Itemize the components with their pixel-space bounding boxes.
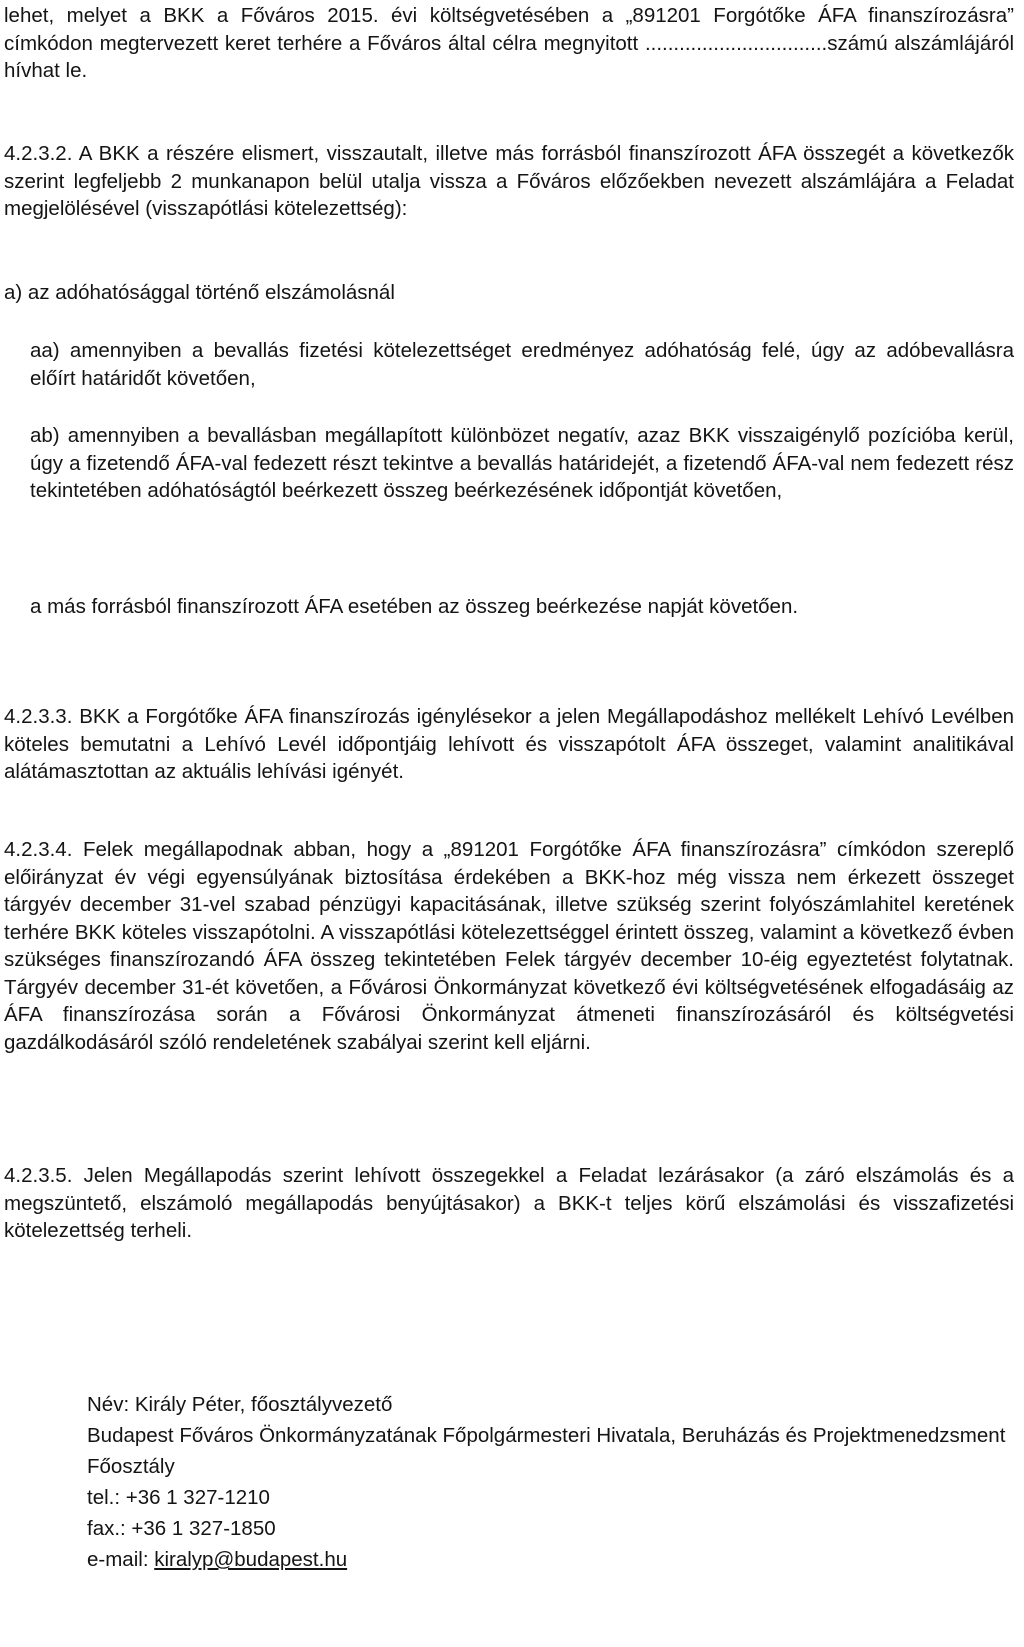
paragraph-4-2-3-4: 4.2.3.4. Felek megállapodnak abban, hogy a „891201 Forgótőke ÁFA finanszírozásra” címkódon szereplő előirányzat év végi egyensúlyának biztosítása érdekében a BKK-hoz még vissza nem érkezett összeget tárgyév december 31-vel szabad pénzügyi kapacitásának, illetve szükség szerint folyószámlahitel keretének terhére BKK köteles visszapótolni. A visszapótlási kötelezettséggel érintett összeg, valamint a következő évben szükséges finanszírozandó ÁFA összeg tekintetében Felek tárgyév december 10-éig egyeztetést folytatnak. Tárgyév december 31-ét követően, a Fővárosi Önkormányzat következő évi költségvetésének elfogadásáig az ÁFA finanszírozása során a Fővárosi Önkormányzat átmeneti finanszírozásáról és költségvetési gazdálkodásáról szóló rendeletének szabályai szerint kell eljárni. bbox=[4, 838, 1014, 1054]
contact-fax: fax.: +36 1 327-1850 bbox=[87, 1517, 276, 1540]
contact-email-link[interactable]: kiralyp@budapest.hu bbox=[154, 1548, 348, 1571]
contact-organization: Budapest Főváros Önkormányzatának Főpolgármesteri Hivatala, Beruházás és Projektmenedzsment Főosztály bbox=[87, 1424, 1006, 1478]
item-other-source: a más forrásból finanszírozott ÁFA esetében az összeg beérkezése napját követően. bbox=[30, 595, 799, 618]
contact-email-label: e-mail: bbox=[87, 1548, 155, 1571]
contact-block bbox=[87, 1389, 1017, 1575]
item-a-tax-settlement: a) az adóhatósággal történő elszámolásnál bbox=[4, 281, 395, 304]
paragraph-4-2-3-2: 4.2.3.2. A BKK a részére elismert, visszautalt, illetve más forrásból finanszírozott ÁFA összegét a következők szerint legfeljebb 2 munkanapon belül utalja vissza a Főváros előzőekben nevezett alszámlájára a Feladat megjelölésével (visszapótlási kötelezettség): bbox=[4, 142, 1014, 220]
contact-email-line bbox=[87, 1544, 1017, 1575]
contact-tel: tel.: +36 1 327-1210 bbox=[87, 1486, 270, 1509]
item-ab: ab) amennyiben a bevallásban megállapított különbözet negatív, azaz BKK visszaigénylő pozícióba kerül, úgy a fizetendő ÁFA-val fedezett részt tekintve a bevallás határidejét, a fizetendő ÁFA-val nem fedezett rész tekintetében adóhatóságtól beérkezett összeg beérkezésének időpontját követően, bbox=[30, 424, 1014, 502]
paragraph-call-off-account: lehet, melyet a BKK a Főváros 2015. évi költségvetésében a „891201 Forgótőke ÁFA finanszírozásra” címkódon megtervezett keret terhére a Főváros által célra megnyitott ................................számú alszámlájáról hívhat le. bbox=[4, 4, 1014, 82]
item-aa: aa) amennyiben a bevallás fizetési kötelezettséget eredményez adóhatóság felé, úgy az adóbevallásra előírt határidőt követően, bbox=[30, 339, 1014, 390]
paragraph-4-2-3-5: 4.2.3.5. Jelen Megállapodás szerint lehívott összegekkel a Feladat lezárásakor (a záró elszámolás és a megszüntető, elszámoló megállapodás benyújtásakor) a BKK-t teljes körű elszámolási és visszafizetési kötelezettség terheli. bbox=[4, 1164, 1014, 1242]
contact-name: Név: Király Péter, főosztályvezető bbox=[87, 1393, 393, 1416]
paragraph-4-2-3-3: 4.2.3.3. BKK a Forgótőke ÁFA finanszírozás igénylésekor a jelen Megállapodáshoz mellékelt Lehívó Levélben köteles bemutatni a Lehívó Levél időpontjáig lehívott és visszapótolt ÁFA összeget, valamint analitikával alátámasztottan az aktuális lehívási igényét. bbox=[4, 705, 1014, 783]
